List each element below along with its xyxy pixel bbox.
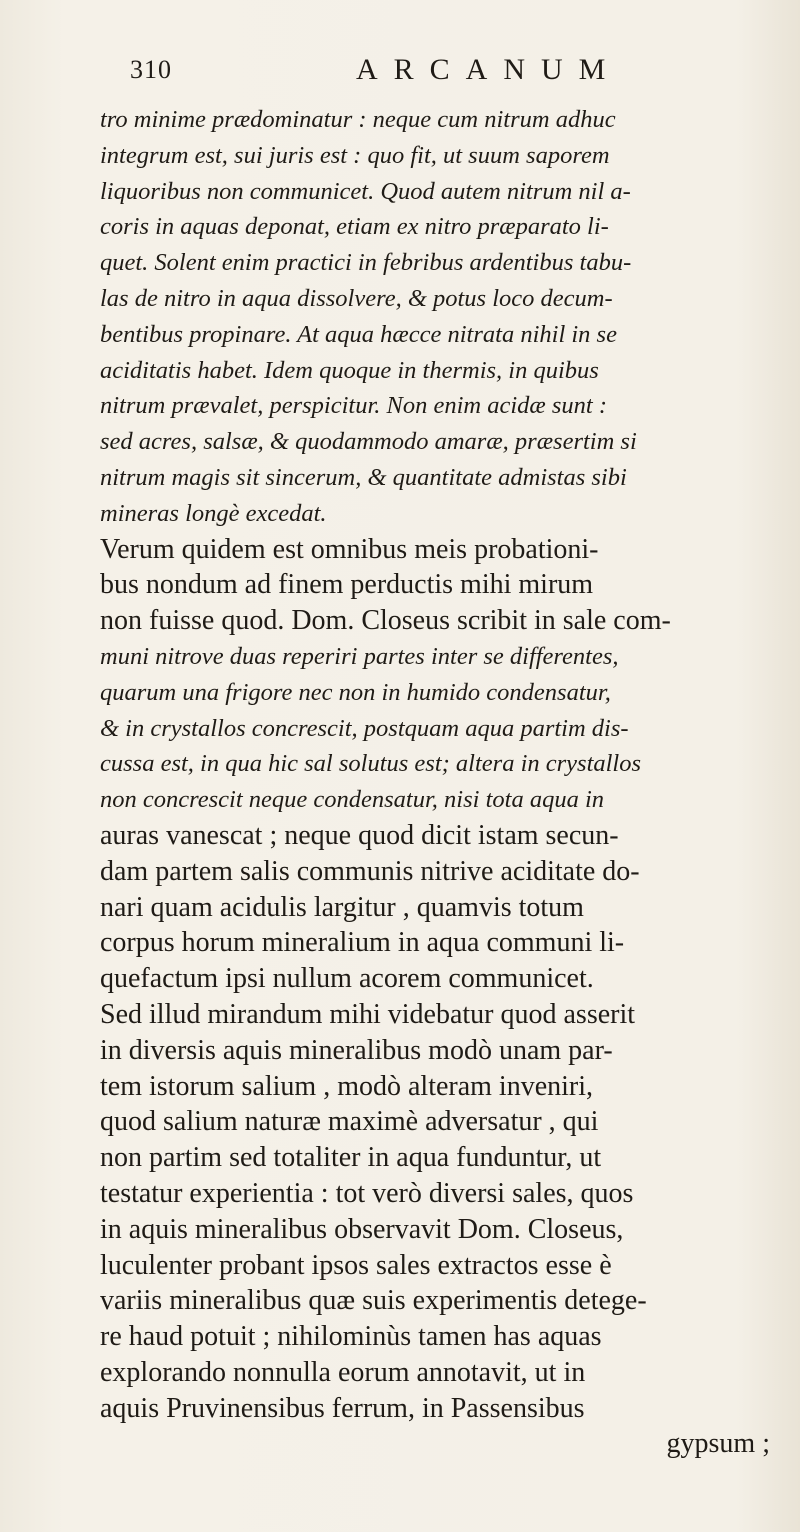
text-line: & in crystallos concrescit, postquam aqua partim dis- bbox=[100, 714, 629, 742]
text-line: quet. Solent enim practici in febribus ardentibus tabu- bbox=[100, 249, 632, 277]
page-header bbox=[130, 55, 730, 95]
text-line: re haud potuit ; nihilominùs tamen has aquas bbox=[100, 1321, 602, 1353]
text-line: cussa est, in qua hic sal solutus est; altera in crystallos bbox=[100, 750, 642, 778]
running-head: ARCANUM bbox=[356, 53, 622, 86]
text-line: muni nitrove duas reperiri partes inter se differentes, bbox=[100, 642, 619, 670]
text-line: aquis Pruvinensibus ferrum, in Passensibus bbox=[100, 1392, 585, 1424]
text-block bbox=[100, 102, 780, 1462]
text-line: non fuisse quod. Dom. Closeus scribit in sale com- bbox=[100, 605, 671, 637]
text-line: testatur experientia : tot verò diversi sales, quos bbox=[100, 1177, 634, 1209]
text-line: mineras longè excedat. bbox=[100, 499, 327, 527]
text-line: liquoribus non communicet. Quod autem nitrum nil a- bbox=[100, 177, 631, 205]
text-line: non concrescit neque condensatur, nisi tota aqua in bbox=[100, 786, 604, 814]
text-line: dam partem salis communis nitrive aciditate do- bbox=[100, 855, 640, 887]
text-line: coris in aquas deponat, etiam ex nitro præparato li- bbox=[100, 213, 609, 241]
text-line: nari quam acidulis largitur , quamvis totum bbox=[100, 891, 584, 923]
text-line: Sed illud mirandum mihi videbatur quod asserit bbox=[100, 998, 636, 1030]
text-line: tem istorum salium , modò alteram inveniri, bbox=[100, 1070, 594, 1102]
text-line: explorando nonnulla eorum annotavit, ut in bbox=[100, 1356, 586, 1388]
text-line: quarum una frigore nec non in humido condensatur, bbox=[100, 678, 611, 706]
text-line: in aquis mineralibus observavit Dom. Closeus, bbox=[100, 1213, 624, 1245]
text-line: quod salium naturæ maximè adversatur , qui bbox=[100, 1106, 599, 1138]
text-line: non partim sed totaliter in aqua funduntur, ut bbox=[100, 1142, 602, 1174]
text-line: bentibus propinare. At aqua hæcce nitrata nihil in se bbox=[100, 320, 617, 348]
text-line: las de nitro in aqua dissolvere, & potus loco decum- bbox=[100, 284, 613, 312]
text-line: variis mineralibus quæ suis experimentis detege- bbox=[100, 1285, 647, 1317]
text-line: aciditatis habet. Idem quoque in thermis, in quibus bbox=[100, 356, 599, 384]
text-line: nitrum prævalet, perspicitur. Non enim acidæ sunt : bbox=[100, 392, 607, 420]
text-line: tro minime prædominatur : neque cum nitrum adhuc bbox=[100, 106, 616, 133]
text-line: in diversis aquis mineralibus modò unam par- bbox=[100, 1034, 613, 1066]
text-line: quefactum ipsi nullum acorem communicet. bbox=[100, 963, 594, 995]
text-line: Verum quidem est omnibus meis probationi- bbox=[100, 533, 599, 565]
text-line: luculenter probant ipsos sales extractos esse è bbox=[100, 1249, 612, 1281]
text-line: integrum est, sui juris est : quo fit, ut suum saporem bbox=[100, 141, 610, 169]
text-line: corpus horum mineralium in aqua communi li- bbox=[100, 927, 625, 959]
text-line: nitrum magis sit sincerum, & quantitate admistas sibi bbox=[100, 463, 627, 491]
catchword: gypsum ; bbox=[666, 1428, 770, 1460]
text-line: sed acres, salsæ, & quodammodo amaræ, præsertim si bbox=[100, 428, 637, 456]
page-number: 310 bbox=[130, 55, 172, 84]
text-line: bus nondum ad finem perductis mihi mirum bbox=[100, 569, 594, 601]
text-line: auras vanescat ; neque quod dicit istam secun- bbox=[100, 819, 619, 851]
